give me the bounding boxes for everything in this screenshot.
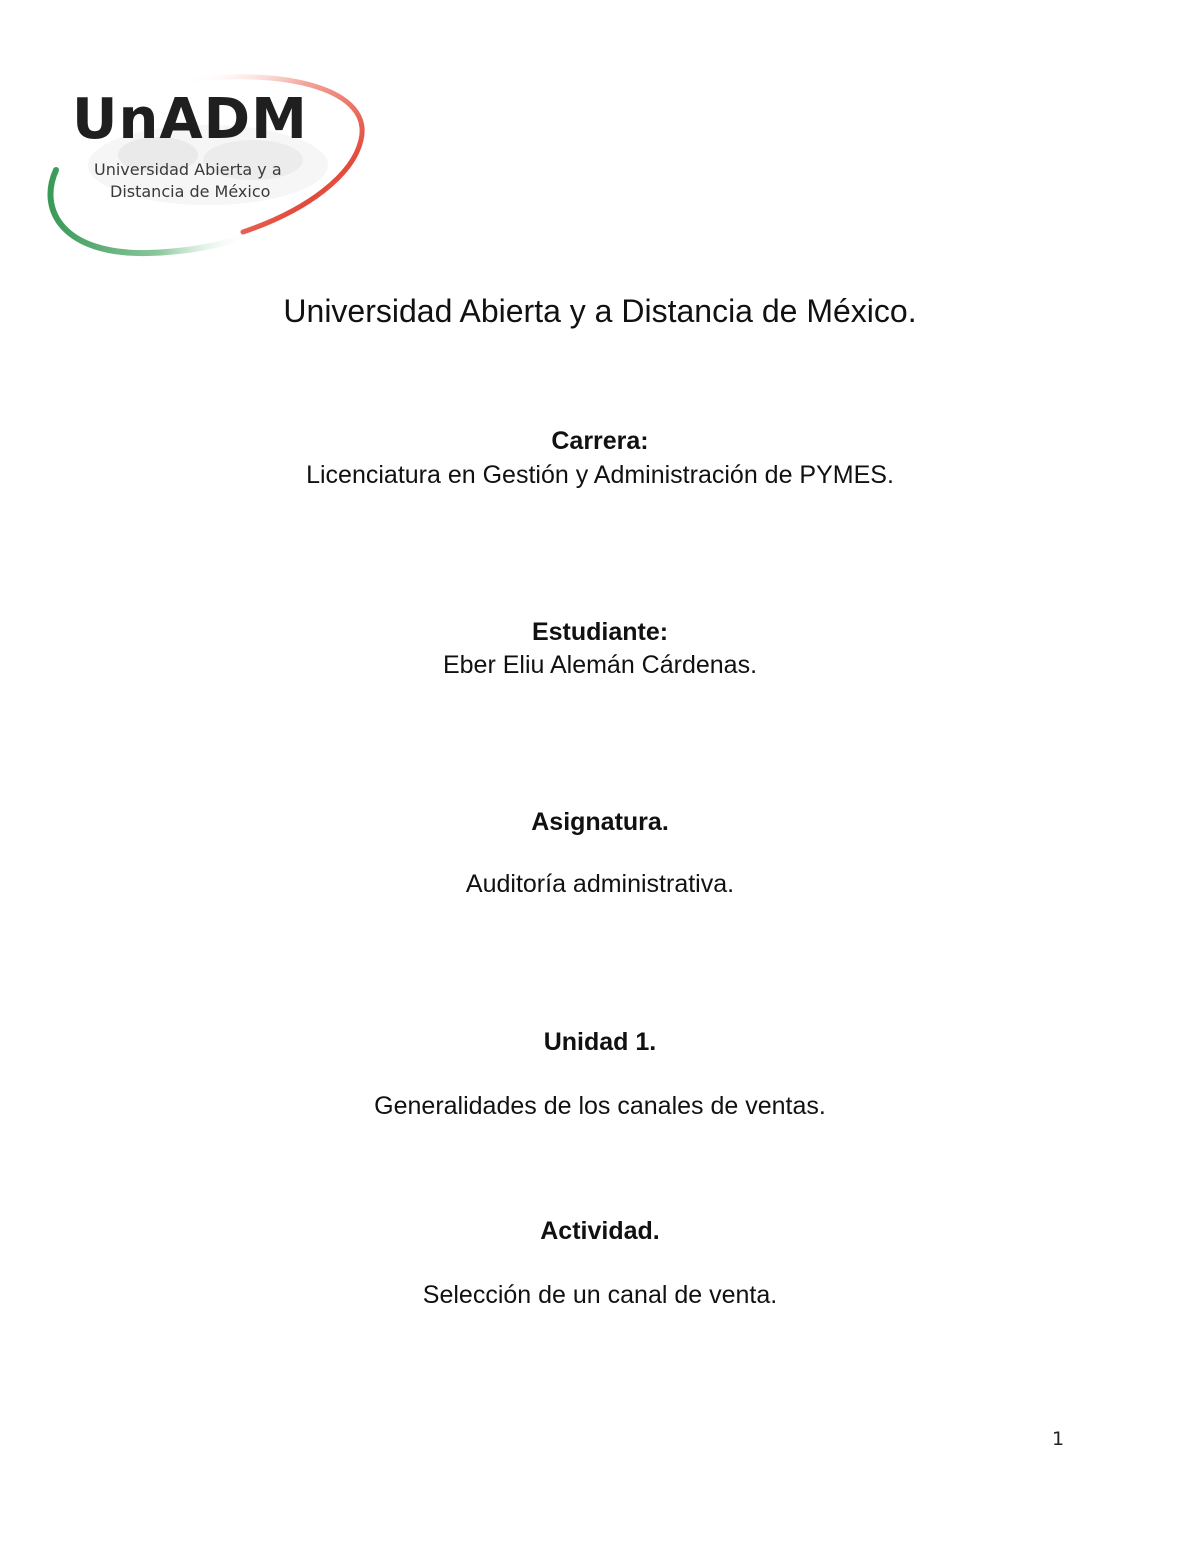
actividad-label: Actividad. — [540, 1217, 660, 1245]
unidad-label: Unidad 1. — [543, 1028, 657, 1056]
estudiante-label: Estudiante: — [531, 618, 669, 646]
asignatura-value: Auditoría administrativa. — [465, 870, 735, 898]
unadm-logo — [38, 70, 378, 265]
carrera-label: Carrera: — [551, 427, 649, 455]
logo-subtitle-line2: Distancia de México — [110, 182, 271, 201]
document-title: Universidad Abierta y a Distancia de México. — [283, 293, 917, 329]
page-number: 1 — [1052, 1428, 1065, 1450]
estudiante-value: Eber Eliu Alemán Cárdenas. — [442, 651, 758, 679]
logo-subtitle-line1: Universidad Abierta y a — [94, 160, 282, 179]
logo-wordmark: UnADM — [72, 87, 308, 152]
unidad-value: Generalidades de los canales de ventas. — [374, 1092, 826, 1120]
carrera-value: Licenciatura en Gestión y Administración de PYMES. — [306, 461, 894, 489]
asignatura-label: Asignatura. — [531, 808, 669, 836]
actividad-value: Selección de un canal de venta. — [422, 1281, 778, 1309]
